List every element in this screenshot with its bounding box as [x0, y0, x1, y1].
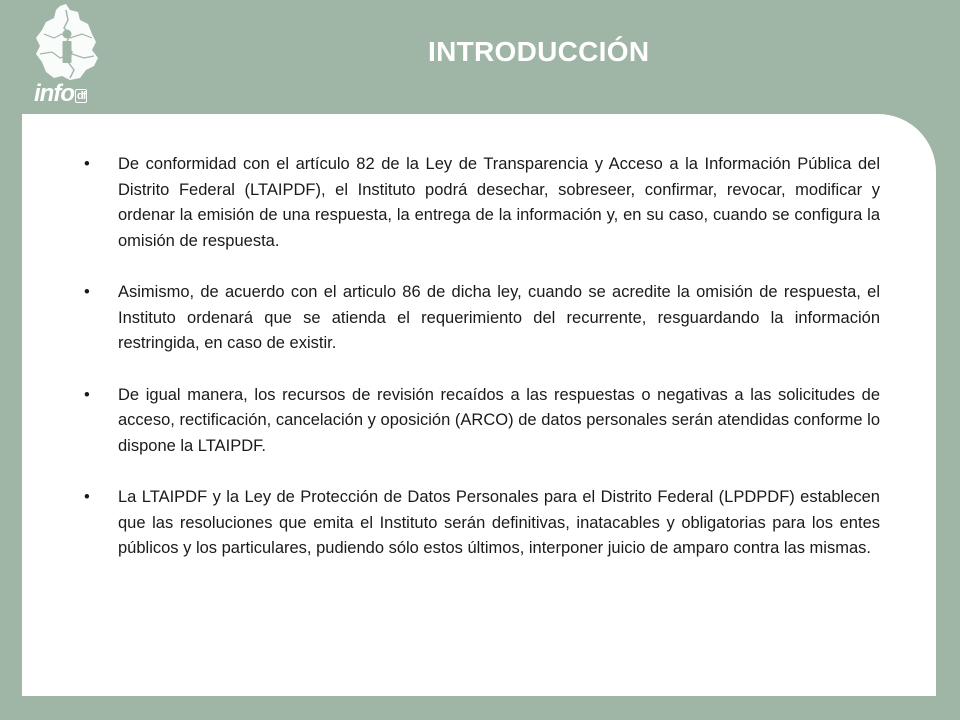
bullet-text: Asimismo, de acuerdo con el articulo 86 de dicha ley, cuando se acredite la omisión de respuesta, el Instituto ordenará que se atienda el requerimiento del recurrente, resguardando la información restringida, en caso de existir. — [118, 283, 880, 352]
bullet-list — [84, 152, 880, 588]
bullet-item — [84, 485, 880, 562]
logo-text: info — [34, 80, 74, 107]
bullet-item — [84, 383, 880, 460]
bullet-marker: • — [84, 385, 90, 404]
bullet-item — [84, 152, 880, 254]
bullet-text: De igual manera, los recursos de revisión recaídos a las respuestas o negativas a las solicitudes de acceso, rectificación, cancelación y oposición (ARCO) de datos personales serán atendidas conforme lo dispone la LTAIPDF. — [118, 385, 880, 455]
bullet-marker: • — [84, 155, 90, 173]
infodf-logo — [30, 4, 104, 108]
bullet-item — [84, 280, 880, 357]
mexico-city-map-icon — [30, 4, 104, 84]
slide-title: INTRODUCCIÓN — [428, 36, 650, 67]
bullet-marker: • — [84, 283, 90, 301]
logo-wordmark — [34, 82, 87, 106]
bullet-text: La LTAIPDF y la Ley de Protección de Datos Personales para el Distrito Federal (LPDPDF) establecen que las resoluciones que emita el Instituto serán definitivas, inatacables y obligatorias para los entes públicos y los particulares, pudiendo sólo estos últimos, interponer juicio de amparo contra las mismas. — [118, 488, 880, 557]
bullet-marker: • — [84, 488, 90, 506]
logo-suffix: df — [76, 90, 86, 102]
bullet-text: De conformidad con el artículo 82 de la Ley de Transparencia y Acceso a la Información Pública del Distrito Federal (LTAIPDF), el Instituto podrá desechar, sobreseer, confirmar, revocar, modificar y ordenar la emisión de una respuesta, la entrega de la información y, en su caso, cuando se configura la omisión de respuesta. — [118, 155, 880, 250]
